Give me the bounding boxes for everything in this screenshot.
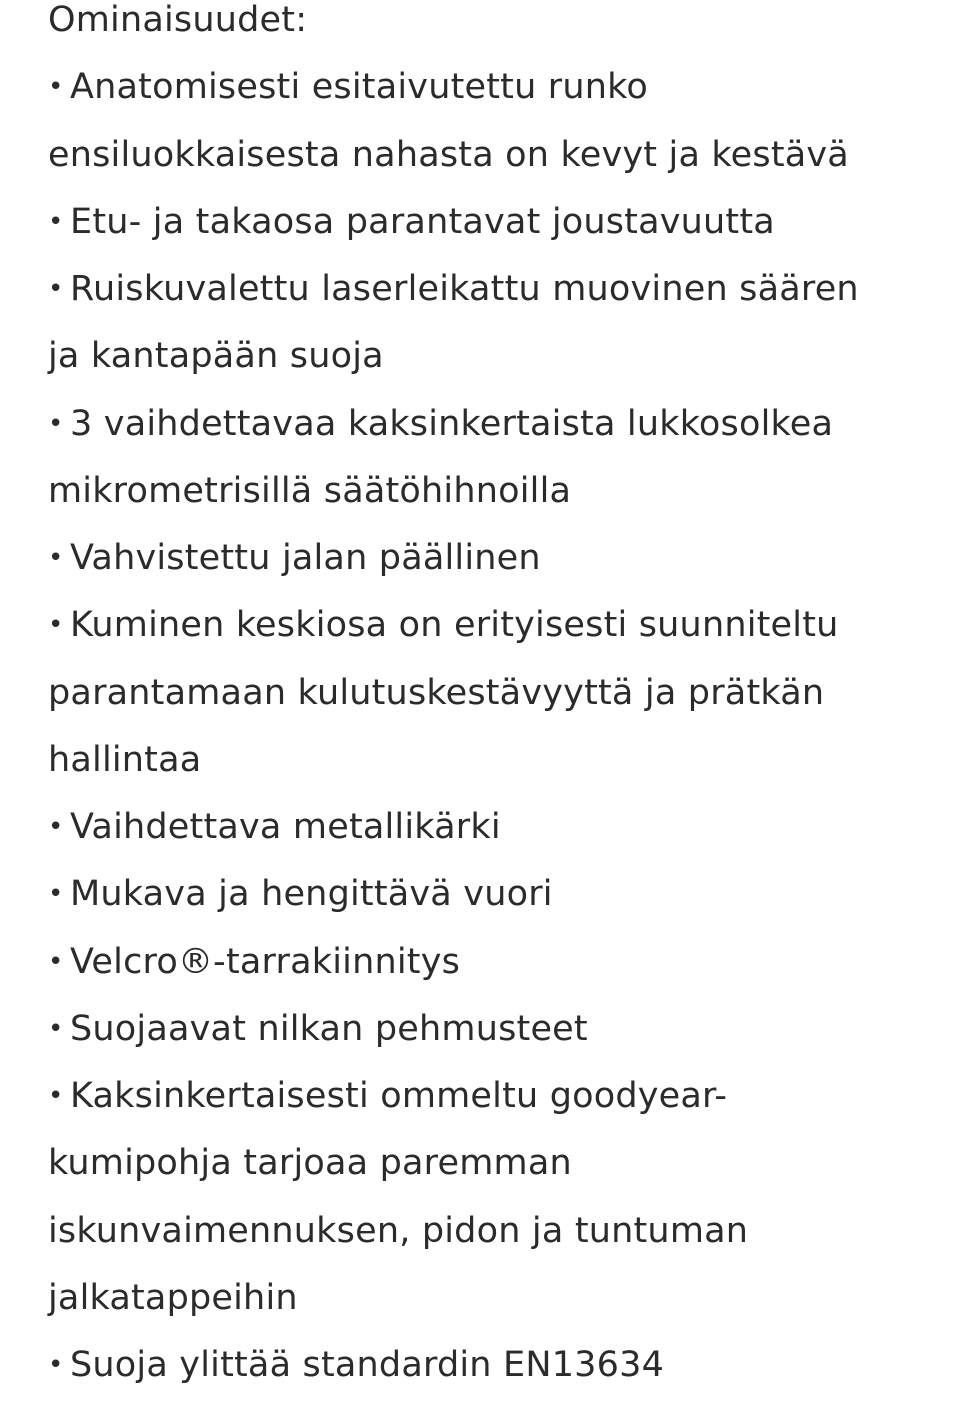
- bullet-icon: •: [48, 274, 64, 304]
- feature-line: [48, 1063, 938, 1130]
- feature-line: [48, 794, 938, 861]
- feature-line: [48, 256, 938, 323]
- feature-text: Kuminen keskiosa on erityisesti suunniteltu: [70, 605, 839, 646]
- bullet-icon: •: [48, 206, 64, 237]
- feature-text: 3 vaihdettavaa kaksinkertaista lukkosolkea: [70, 403, 834, 444]
- feature-text: ensiluokkaisesta nahasta on kevyt ja kestävä: [48, 134, 849, 175]
- features-section: [48, 0, 938, 1399]
- feature-item: [48, 1063, 938, 1332]
- feature-line: [48, 189, 938, 256]
- feature-item: [48, 794, 938, 861]
- feature-text: Mukava ja hengittävä vuori: [70, 874, 553, 915]
- feature-line: [48, 861, 938, 928]
- bullet-icon: •: [48, 1081, 64, 1111]
- bullet-icon: •: [48, 610, 64, 641]
- feature-line: [48, 323, 938, 390]
- feature-line: [48, 660, 938, 727]
- feature-text: parantamaan kulutuskestävyyttä ja prätkän: [48, 672, 825, 713]
- feature-item: [48, 861, 938, 928]
- feature-line: [48, 592, 938, 659]
- feature-line: [48, 122, 938, 189]
- feature-text: Etu- ja takaosa parantavat joustavuutta: [70, 201, 775, 242]
- feature-text: jalkatappeihin: [48, 1277, 298, 1318]
- bullet-icon: •: [48, 543, 64, 573]
- feature-item: [48, 391, 938, 526]
- feature-line: [48, 1198, 938, 1265]
- feature-item: [48, 1332, 938, 1399]
- feature-item: [48, 929, 938, 996]
- feature-text: Vaihdettava metallikärki: [70, 807, 501, 847]
- feature-line: [48, 525, 938, 592]
- bullet-icon: •: [48, 72, 64, 103]
- feature-text: Kaksinkertaisesti ommeltu goodyear-: [70, 1076, 728, 1116]
- feature-text: ja kantapään suoja: [48, 336, 384, 377]
- feature-text: Suojaavat nilkan pehmusteet: [70, 1008, 588, 1049]
- bullet-icon: •: [48, 408, 64, 439]
- feature-line: [48, 391, 938, 458]
- features-heading: Ominaisuudet:: [48, 0, 308, 40]
- feature-line: [48, 727, 938, 794]
- feature-line: [48, 1130, 938, 1197]
- feature-item: [48, 54, 938, 189]
- feature-text: Velcro®-tarrakiinnitys: [70, 941, 461, 982]
- feature-line: [48, 929, 938, 996]
- feature-line: [48, 54, 938, 121]
- bullet-icon: •: [48, 879, 64, 910]
- feature-line: [48, 1332, 938, 1399]
- feature-item: [48, 996, 938, 1063]
- feature-text: Suoja ylittää standardin EN13634: [70, 1345, 665, 1385]
- bullet-icon: •: [48, 1350, 64, 1380]
- bullet-icon: •: [48, 946, 64, 977]
- feature-item: [48, 592, 938, 794]
- feature-item: [48, 525, 938, 592]
- feature-line: [48, 1265, 938, 1332]
- feature-text: Ruiskuvalettu laserleikattu muovinen säären: [70, 269, 859, 309]
- feature-text: kumipohja tarjoaa paremman: [48, 1143, 572, 1184]
- feature-line: [48, 458, 938, 525]
- feature-item: [48, 189, 938, 256]
- feature-line: [48, 996, 938, 1063]
- feature-text: iskunvaimennuksen, pidon ja tuntuman: [48, 1210, 749, 1251]
- feature-text: Vahvistettu jalan päällinen: [70, 538, 541, 578]
- feature-text: Anatomisesti esitaivutettu runko: [70, 67, 648, 108]
- bullet-icon: •: [48, 812, 64, 842]
- feature-text: hallintaa: [48, 739, 202, 780]
- feature-item: [48, 256, 938, 391]
- bullet-icon: •: [48, 1013, 64, 1044]
- feature-text: mikrometrisillä säätöhihnoilla: [48, 470, 572, 511]
